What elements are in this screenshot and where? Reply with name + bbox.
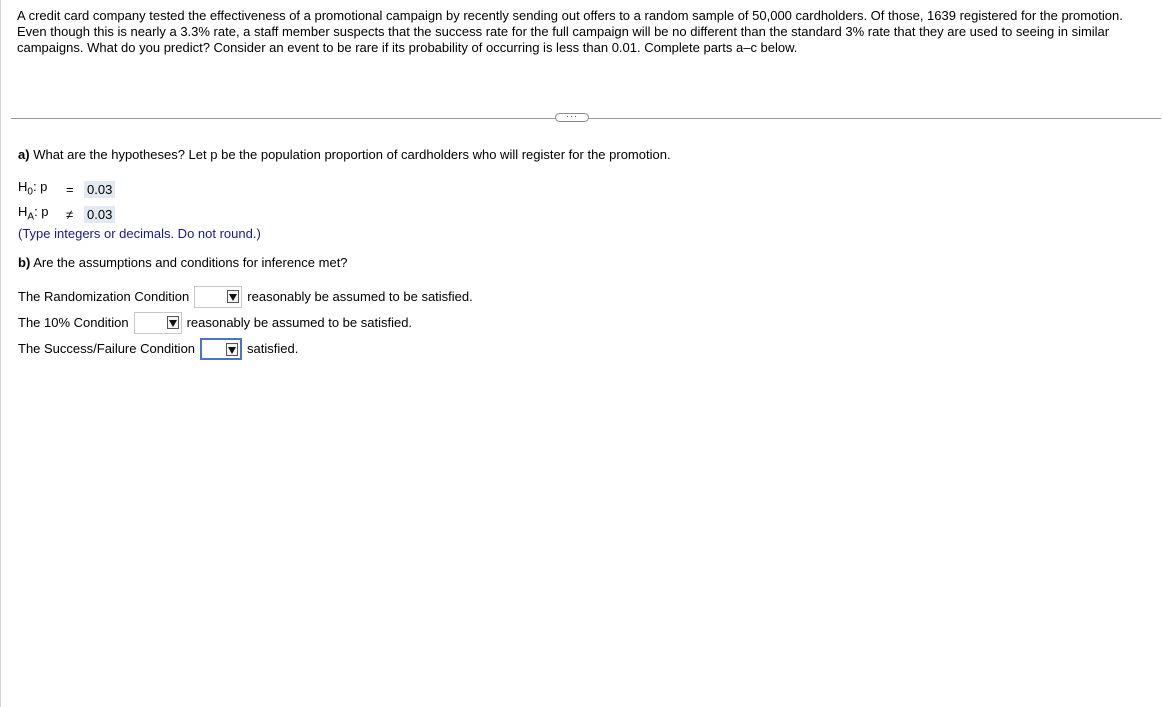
- dropdown-arrow-icon: [227, 290, 239, 303]
- part-b-text: Are the assumptions and conditions for inference met?: [33, 255, 348, 270]
- ten-percent-condition-suffix: reasonably be assumed to be satisfied.: [186, 315, 413, 330]
- null-hypothesis-value[interactable]: 0.03: [84, 181, 115, 198]
- success-failure-condition-dropdown[interactable]: [200, 338, 242, 360]
- dropdown-arrow-icon: [226, 343, 238, 356]
- part-a-label: a): [18, 147, 30, 162]
- alt-hypothesis-row: [18, 204, 115, 226]
- part-a-text: What are the hypotheses? Let p be the population proportion of cardholders who will register for the promotion.: [33, 147, 671, 162]
- alt-hypothesis-operator: ≠: [66, 206, 74, 222]
- part-a-question: [18, 147, 671, 163]
- alt-hypothesis-label: $H_A$: p: [18, 204, 49, 223]
- ten-percent-condition-label: The 10% Condition: [18, 315, 129, 330]
- randomization-condition-dropdown[interactable]: [194, 286, 242, 308]
- success-failure-condition-suffix: satisfied.: [247, 341, 299, 356]
- dropdown-arrow-icon: [167, 316, 179, 329]
- null-hypothesis-row: [18, 179, 115, 201]
- success-failure-condition-label: The Success/Failure Condition: [18, 341, 196, 356]
- randomization-condition-label: The Randomization Condition: [18, 289, 190, 304]
- part-b-label: b): [18, 255, 31, 270]
- null-hypothesis-label: $H_0$: p: [18, 179, 48, 198]
- randomization-condition-row: [18, 286, 473, 308]
- problem-statement: A credit card company tested the effectiveness of a promotional campaign by recently sending out offers to a random sample of 50,000 cardholders. Of those, 1639 registered for the promotion. Even though this is nearly a 3.3% rate, a staff member suspects that the success rate for the full campaign will be no different than the standard 3% rate that they are used to seeing in similar campaigns. What do you predict? Consider an event to be rare if its probability of occurring is less than 0.01. Complete parts a–c below.: [17, 8, 1123, 55]
- alt-hypothesis-value[interactable]: 0.03: [84, 206, 115, 223]
- success-failure-condition-row: [18, 338, 298, 360]
- null-hypothesis-operator: =: [66, 181, 74, 197]
- randomization-condition-suffix: reasonably be assumed to be satisfied.: [247, 289, 473, 304]
- part-b-question: [18, 255, 348, 271]
- ten-percent-condition-dropdown[interactable]: [134, 312, 182, 334]
- answer-format-note: (Type integers or decimals. Do not round.): [18, 226, 261, 241]
- ten-percent-condition-row: [18, 312, 412, 334]
- expand-more-button[interactable]: ···: [555, 113, 589, 122]
